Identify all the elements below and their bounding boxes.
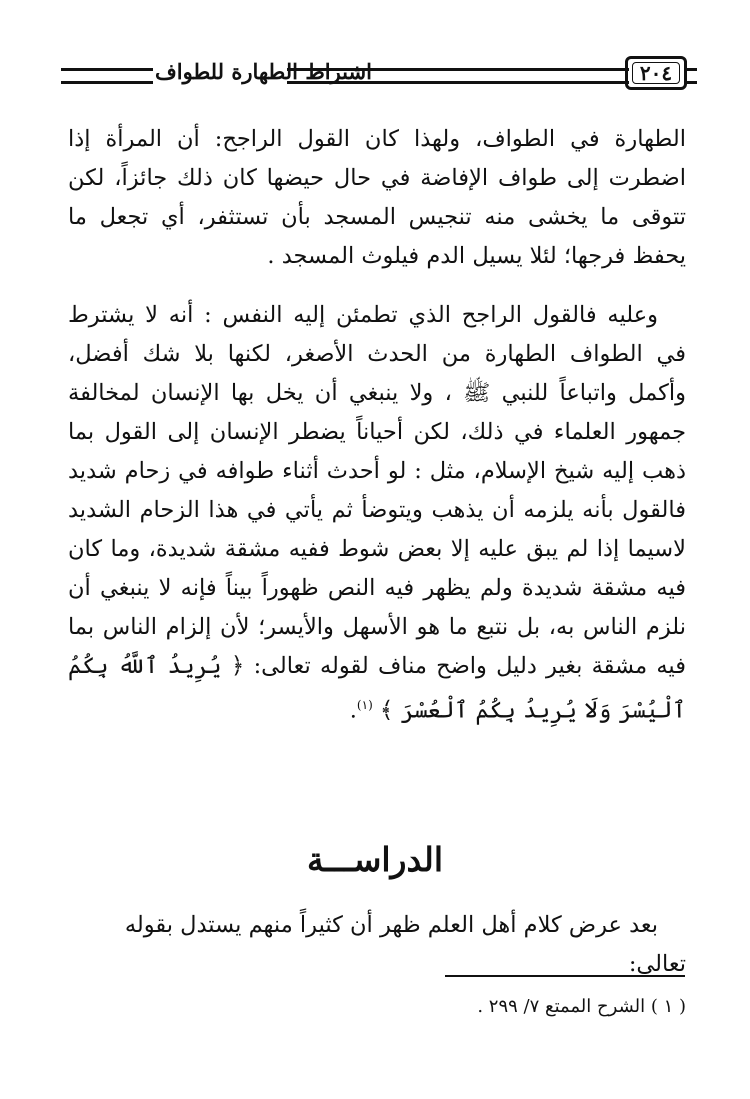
page-number: ٢٠٤ [632, 62, 680, 84]
paragraph-2-text: وعليه فالقول الراجح الذي تطمئن إليه النفس : أنه لا يشترط في الطواف الطهارة من الحدث الأصغر، لكنها بلا شك أفضل، وأكمل واتباعاً للنبي ﷺ ، ولا ينبغي أن يخل بها الإنسان لمخالفة جمهور العلماء في ذلك، لكن أحياناً يضطر الإنسان إلى القول بما ذهب إليه شيخ الإسلام، مثل : لو أحدث أثناء طوافه في زحام شديد فالقول بأنه يلزمه أن يذهب ويتوضأ ثم يأتي في هذا الزحام الشديد لاسيما إذا لم يبق عليه إلا بعض شوط ففيه مشقة شديدة، وما كان فيه مشقة شديدة ولم يظهر فيه النص ظهوراً بيناً فإنه لا ينبغي أن نلزم الناس به، بل نتبع ما هو الأسهل والأيسر؛ لأن إلزام الناس بما فيه مشقة بغير دليل واضح مناف لقوله تعالى: [68, 302, 686, 679]
section-intro-wrap [68, 906, 686, 984]
paragraph-2 [68, 296, 686, 731]
paragraph-1: الطهارة في الطواف، ولهذا كان القول الراجح: أن المرأة إذا اضطرت إلى طواف الإفاضة في حال حيضها كان ذلك جائزاً، لكن تتوقى ما يخشى منه تنجيس المسجد بأن تستثفر، أي تجعل ما يحفظ فرجها؛ لئلا يسيل الدم فيلوث المسجد . [68, 126, 686, 269]
footnote-reference: (١) [356, 698, 373, 712]
running-title: اشتراط الطهارة للطواف [155, 59, 372, 84]
section-title: الدراســـة [307, 840, 443, 879]
main-text [68, 120, 686, 731]
paragraph-2-end: . [349, 697, 357, 724]
quran-verse: ﴿ يُرِيدُ ٱللَّهُ بِكُمُ ٱلْيُسْرَ وَلَا يُرِيدُ بِكُمُ ٱلْعُسْرَ ﴾ [68, 653, 686, 724]
footnote-separator [445, 975, 685, 977]
page-header [55, 50, 695, 100]
header-rule-right [687, 68, 697, 84]
page-number-box [625, 56, 687, 90]
header-rule-middle [287, 68, 629, 84]
header-rule-left [61, 68, 153, 84]
footnote: ( ١ ) الشرح الممتع ٧/ ٢٩٩ . [477, 996, 686, 1017]
section-intro: بعد عرض كلام أهل العلم ظهر أن كثيراً منهم يستدل بقوله تعالى: [124, 912, 686, 977]
